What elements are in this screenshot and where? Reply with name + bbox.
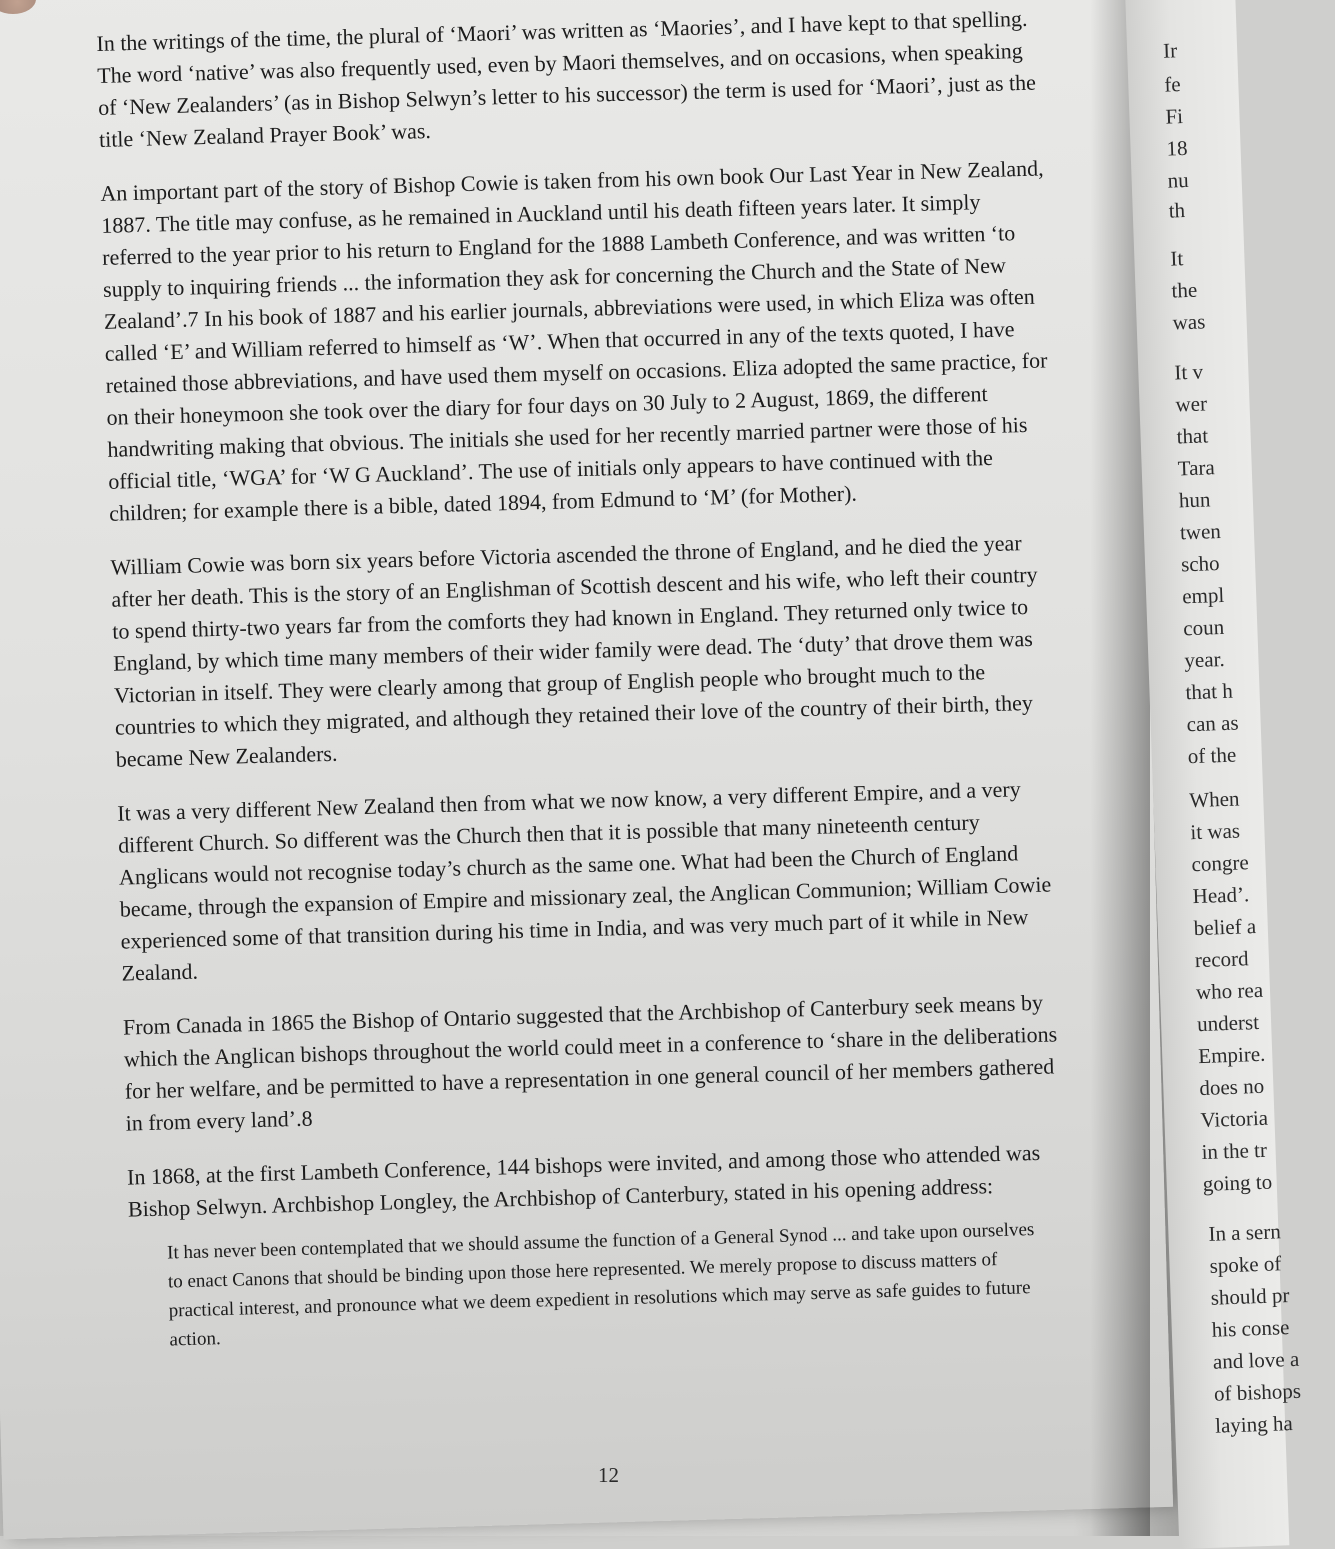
right-page-line: in the tr	[1201, 1137, 1268, 1165]
right-page-line: that	[1176, 423, 1209, 449]
right-page-line: Head’.	[1192, 882, 1250, 909]
right-page-line: th	[1168, 198, 1186, 223]
right-page-line: Ir	[1162, 38, 1178, 63]
right-page-line: of bishops	[1213, 1378, 1302, 1406]
right-page-line: In a sern	[1208, 1219, 1282, 1246]
right-page-line: does no	[1198, 1073, 1265, 1101]
paragraph-our-last-year: An important part of the story of Bishop Cowie is taken from his own book Our Last Year in New Zealand, 1887. The title may confuse, as he remained in Auckland until his death fifteen years later. It simply referred to the year prior to his return to England for the 1888 Lambeth Conference, and was written ‘to supply to inquiring friends ... the information they ask for concerning the Church and the State of New Zealand’.7 In his book of 1887 and his earlier journals, abbreviations were used, in which Eliza was often called ‘E’ and William referred to himself as ‘W’. When that occurred in any of the texts quoted, I have retained those abbreviations, and have used them myself on occasions. Eliza adopted the same practice, for on their honeymoon she took over the diary for four days on 30 July to 2 August, 1869, the different handwriting making that obvious. The initials she used for her recently married partner were those of his official title, ‘WGA’ for ‘W G Auckland’. The use of initials only appears to have continued with the children; for example there is a bible, dated 1894, from Edmund to ‘M’ (for Mother).	[100, 155, 1048, 526]
right-page-line: belief a	[1193, 914, 1257, 941]
right-page-line: who rea	[1195, 977, 1264, 1005]
page-number: 12	[598, 1463, 619, 1487]
right-page-line: that h	[1185, 678, 1234, 705]
right-page-line: should pr	[1210, 1283, 1290, 1310]
right-page-line: twen	[1179, 518, 1222, 545]
right-page-line: 18	[1166, 135, 1188, 161]
right-page-line: year.	[1184, 646, 1226, 673]
right-page-line: Tara	[1177, 455, 1216, 481]
right-page-line: laying ha	[1214, 1411, 1294, 1438]
right-page-line: fe	[1163, 72, 1182, 97]
right-page-line: and love a	[1212, 1346, 1300, 1374]
right-page-line: underst	[1196, 1009, 1260, 1037]
right-page-line: nu	[1167, 167, 1190, 193]
right-page-line: the	[1171, 277, 1198, 303]
paragraph-lambeth-1868: In 1868, at the first Lambeth Conference, 144 bishops were invited, and among those who attended was Bishop Selwyn. Archbishop Longley, the Archbishop of Canterbury, stated in his opening address:	[126, 1139, 1041, 1222]
right-page-line: coun	[1182, 614, 1225, 641]
right-page-line: was	[1172, 309, 1206, 335]
right-page-line: Empire.	[1197, 1041, 1266, 1069]
right-page-line: When	[1188, 786, 1240, 813]
right-page-line: empl	[1181, 582, 1225, 609]
right-page-line: hun	[1178, 487, 1211, 513]
paragraph-different-new-zealand: It was a very different New Zealand then from what we now know, a very different Empire, and a very different Church. So different was the Church then that it is possible that many nineteenth century Anglicans would not recognise today’s church as the same one. What had been the Church of England became, through the expansion of Empire and missionary zeal, the Anglican Communion; William Cowie experienced some of that transition during his time in India, and was very much part of it while in New Zealand.	[116, 776, 1052, 986]
right-page-line: scho	[1180, 551, 1220, 577]
right-page-line: of the	[1187, 742, 1237, 769]
right-page-line: Fi	[1165, 104, 1184, 129]
right-page-line: can as	[1186, 710, 1239, 737]
paragraph-maori-spelling: In the writings of the time, the plural of ‘Maori’ was written as ‘Maories’, and I have kept to that spelling. The word ‘native’ was also frequently used, even by Maori themselves, and on occasions, when speaking of ‘New Zealanders’ (as in Bishop Selwyn’s letter to his successor) the term is used for ‘Maori’, just as the title ‘New Zealand Prayer Book’ was.	[96, 5, 1037, 152]
right-page-line: Victoria	[1200, 1105, 1269, 1133]
right-page-line: It v	[1173, 359, 1204, 385]
right-page-line: spoke of	[1209, 1251, 1282, 1278]
right-page-line: congre	[1191, 850, 1250, 877]
left-page-text	[96, 2, 1080, 1355]
right-page-line: going to	[1202, 1169, 1273, 1197]
right-page-line: his conse	[1211, 1315, 1290, 1342]
right-page-line: it was	[1190, 818, 1241, 845]
paragraph-william-cowie-born: William Cowie was born six years before Victoria ascended the throne of England, and he died the year after her death. This is the story of an Englishman of Scottish descent and his wife, who left their country to spend thirty-two years far from the comforts they had known in England. They returned only twice to England, by which time many members of their wider family were dead. The ‘duty’ that drove them was Victorian in itself. They were clearly among that group of English people who brought much to the countries to which they migrated, and although they retained their love of the country of their birth, they became New Zealanders.	[110, 530, 1038, 772]
paragraph-canada-1865: From Canada in 1865 the Bishop of Ontario suggested that the Archbishop of Canterbury seek means by which the Anglican bishops throughout the world could meet in a conference to ‘share in the deliberations for her welfare, and be permitted to have a representation in one general council of her members gathered in from every land’.8	[122, 989, 1058, 1136]
right-page-line: It	[1169, 246, 1184, 271]
right-page-line: record	[1194, 946, 1249, 973]
right-page-line: wer	[1175, 391, 1208, 417]
block-quote-longley: It has never been contemplated that we should assume the function of a General Synod ... and take upon ourselves to enact Canons that should be binding upon those here represented. We merely propose to discuss matters of practical interest, and pronounce what we deem expedient in resolutions which may serve as safe guides to future action.	[166, 1219, 1035, 1351]
